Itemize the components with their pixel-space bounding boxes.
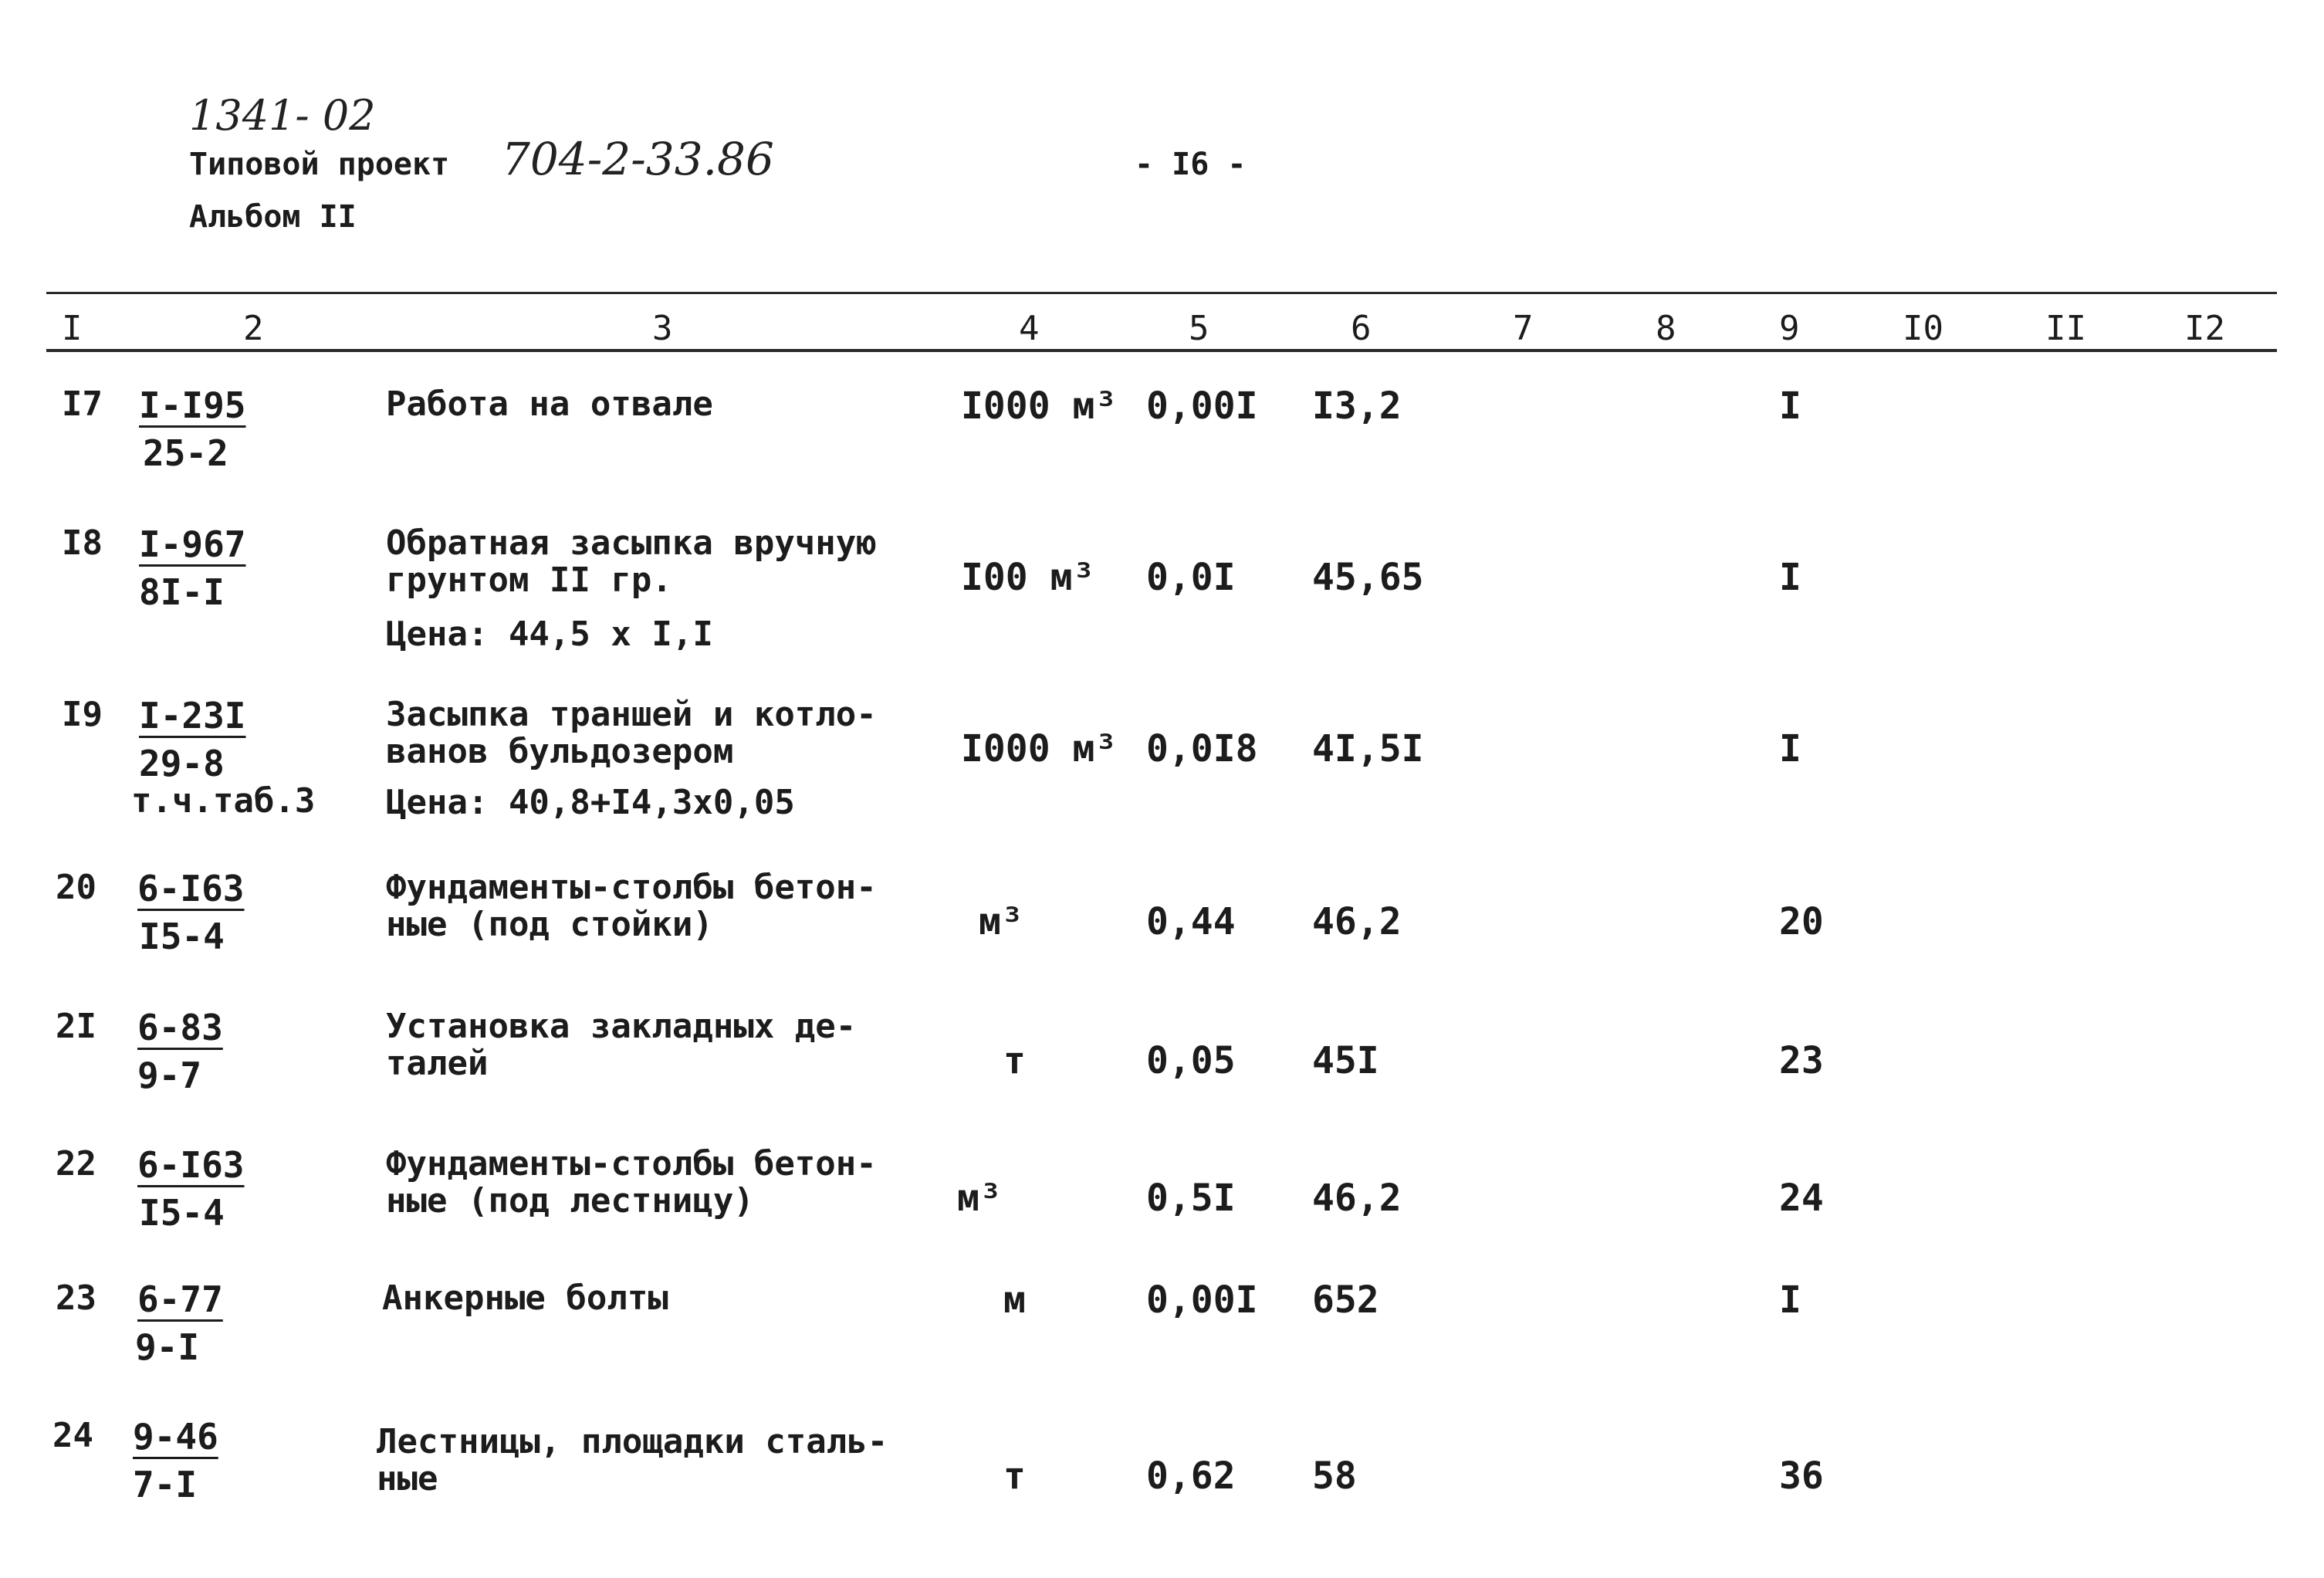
column-header: 4 <box>1019 309 1040 348</box>
project-title-prefix: Типовой проект <box>189 147 450 182</box>
unit-price: 46,2 <box>1312 1177 1402 1220</box>
code-numerator: 6-I63 <box>137 1144 245 1186</box>
column-header: I2 <box>2184 309 2225 348</box>
project-number: 704-2-33.86 <box>502 133 774 185</box>
code-denominator: I5-4 <box>139 1192 225 1234</box>
code-numerator: 6-83 <box>137 1007 223 1048</box>
column-header: 9 <box>1779 309 1800 348</box>
column-9-value: I <box>1779 384 1801 428</box>
work-description: ные (под стойки) <box>386 905 713 944</box>
column-9-value: 36 <box>1779 1454 1824 1498</box>
unit: т <box>1003 1039 1026 1082</box>
code-denominator: I5-4 <box>139 916 225 957</box>
work-description: Фундаменты-столбы бетон- <box>386 868 877 907</box>
column-header: I0 <box>1903 309 1943 348</box>
column-9-value: I <box>1779 556 1801 599</box>
column-9-value: 23 <box>1779 1039 1824 1082</box>
quantity: 0,5I <box>1146 1177 1236 1220</box>
unit: м³ <box>979 900 1023 943</box>
column-9-value: 24 <box>1779 1177 1824 1220</box>
unit-price: 46,2 <box>1312 900 1402 943</box>
unit-price: 652 <box>1312 1278 1379 1322</box>
unit: м³ <box>957 1177 1002 1220</box>
price-note: Цена: 44,5 x I,I <box>386 615 713 654</box>
column-header: 7 <box>1513 309 1534 348</box>
column-9-value: I <box>1779 727 1801 770</box>
work-description: Анкерные болты <box>382 1278 668 1318</box>
code-denominator: 9-7 <box>137 1055 202 1096</box>
code-denominator: 25-2 <box>143 432 228 474</box>
column-header: 2 <box>243 309 264 348</box>
quantity: 0,0I8 <box>1146 727 1258 770</box>
row-number: I7 <box>62 384 103 424</box>
column-header: 5 <box>1189 309 1209 348</box>
unit-price: 45,65 <box>1312 556 1424 599</box>
album-label: Альбом II <box>189 199 357 235</box>
work-description: Работа на отвале <box>386 384 713 424</box>
unit-price: 45I <box>1312 1039 1379 1082</box>
unit-price: I3,2 <box>1312 384 1402 428</box>
work-description: Установка закладных де- <box>386 1007 857 1046</box>
row-number: 22 <box>56 1144 96 1184</box>
work-description: Лестницы, площадки сталь- <box>377 1422 888 1461</box>
unit-price: 58 <box>1312 1454 1357 1498</box>
work-description: ванов бульдозером <box>386 732 734 771</box>
column-header: 6 <box>1351 309 1372 348</box>
code-numerator: 6-77 <box>137 1278 223 1320</box>
work-description: ные (под лестницу) <box>386 1181 754 1221</box>
quantity: 0,05 <box>1146 1039 1236 1082</box>
quantity: 0,44 <box>1146 900 1236 943</box>
column-header: II <box>2045 309 2086 348</box>
row-number: I9 <box>62 695 103 734</box>
table-header-rule <box>46 349 2277 352</box>
unit: I00 м³ <box>961 556 1095 599</box>
quantity: 0,62 <box>1146 1454 1236 1498</box>
code-numerator: I-967 <box>139 523 246 565</box>
row-number: I8 <box>62 523 103 563</box>
code-denominator: 29-8 <box>139 743 225 784</box>
work-description: Засыпка траншей и котло- <box>386 695 877 734</box>
unit: т <box>1003 1454 1026 1498</box>
row-number: 20 <box>56 868 96 907</box>
work-description: талей <box>386 1044 489 1083</box>
unit: I000 м³ <box>961 384 1118 428</box>
code-denominator: 8I-I <box>139 571 225 613</box>
code-numerator: I-I95 <box>139 384 246 426</box>
unit: I000 м³ <box>961 727 1118 770</box>
quantity: 0,0I <box>1146 556 1236 599</box>
row-number: 24 <box>52 1416 93 1455</box>
table-top-rule <box>46 292 2277 294</box>
row-number: 2I <box>56 1007 96 1046</box>
code-numerator: 9-46 <box>133 1416 218 1458</box>
work-description: Обратная засыпка вручную <box>386 523 877 563</box>
unit-price: 4I,5I <box>1312 727 1424 770</box>
column-header: I <box>62 309 83 348</box>
code-numerator: 6-I63 <box>137 868 245 909</box>
code-reference-note: т.ч.таб.3 <box>131 781 316 821</box>
code-denominator: 9-I <box>135 1326 200 1368</box>
work-description: ные <box>377 1459 438 1498</box>
row-number: 23 <box>56 1278 96 1318</box>
column-9-value: 20 <box>1779 900 1824 943</box>
column-header: 8 <box>1656 309 1676 348</box>
code-denominator: 7-I <box>133 1464 198 1505</box>
column-header: 3 <box>652 309 673 348</box>
quantity: 0,00I <box>1146 384 1258 428</box>
price-note: Цена: 40,8+I4,3x0,05 <box>386 783 795 822</box>
page-number: - I6 - <box>1135 147 1247 182</box>
handwritten-code: 1341- 02 <box>189 91 376 140</box>
quantity: 0,00I <box>1146 1278 1258 1322</box>
work-description: грунтом II гр. <box>386 560 672 600</box>
code-numerator: I-23I <box>139 695 246 737</box>
unit: м <box>1003 1278 1026 1322</box>
work-description: Фундаменты-столбы бетон- <box>386 1144 877 1184</box>
column-9-value: I <box>1779 1278 1801 1322</box>
